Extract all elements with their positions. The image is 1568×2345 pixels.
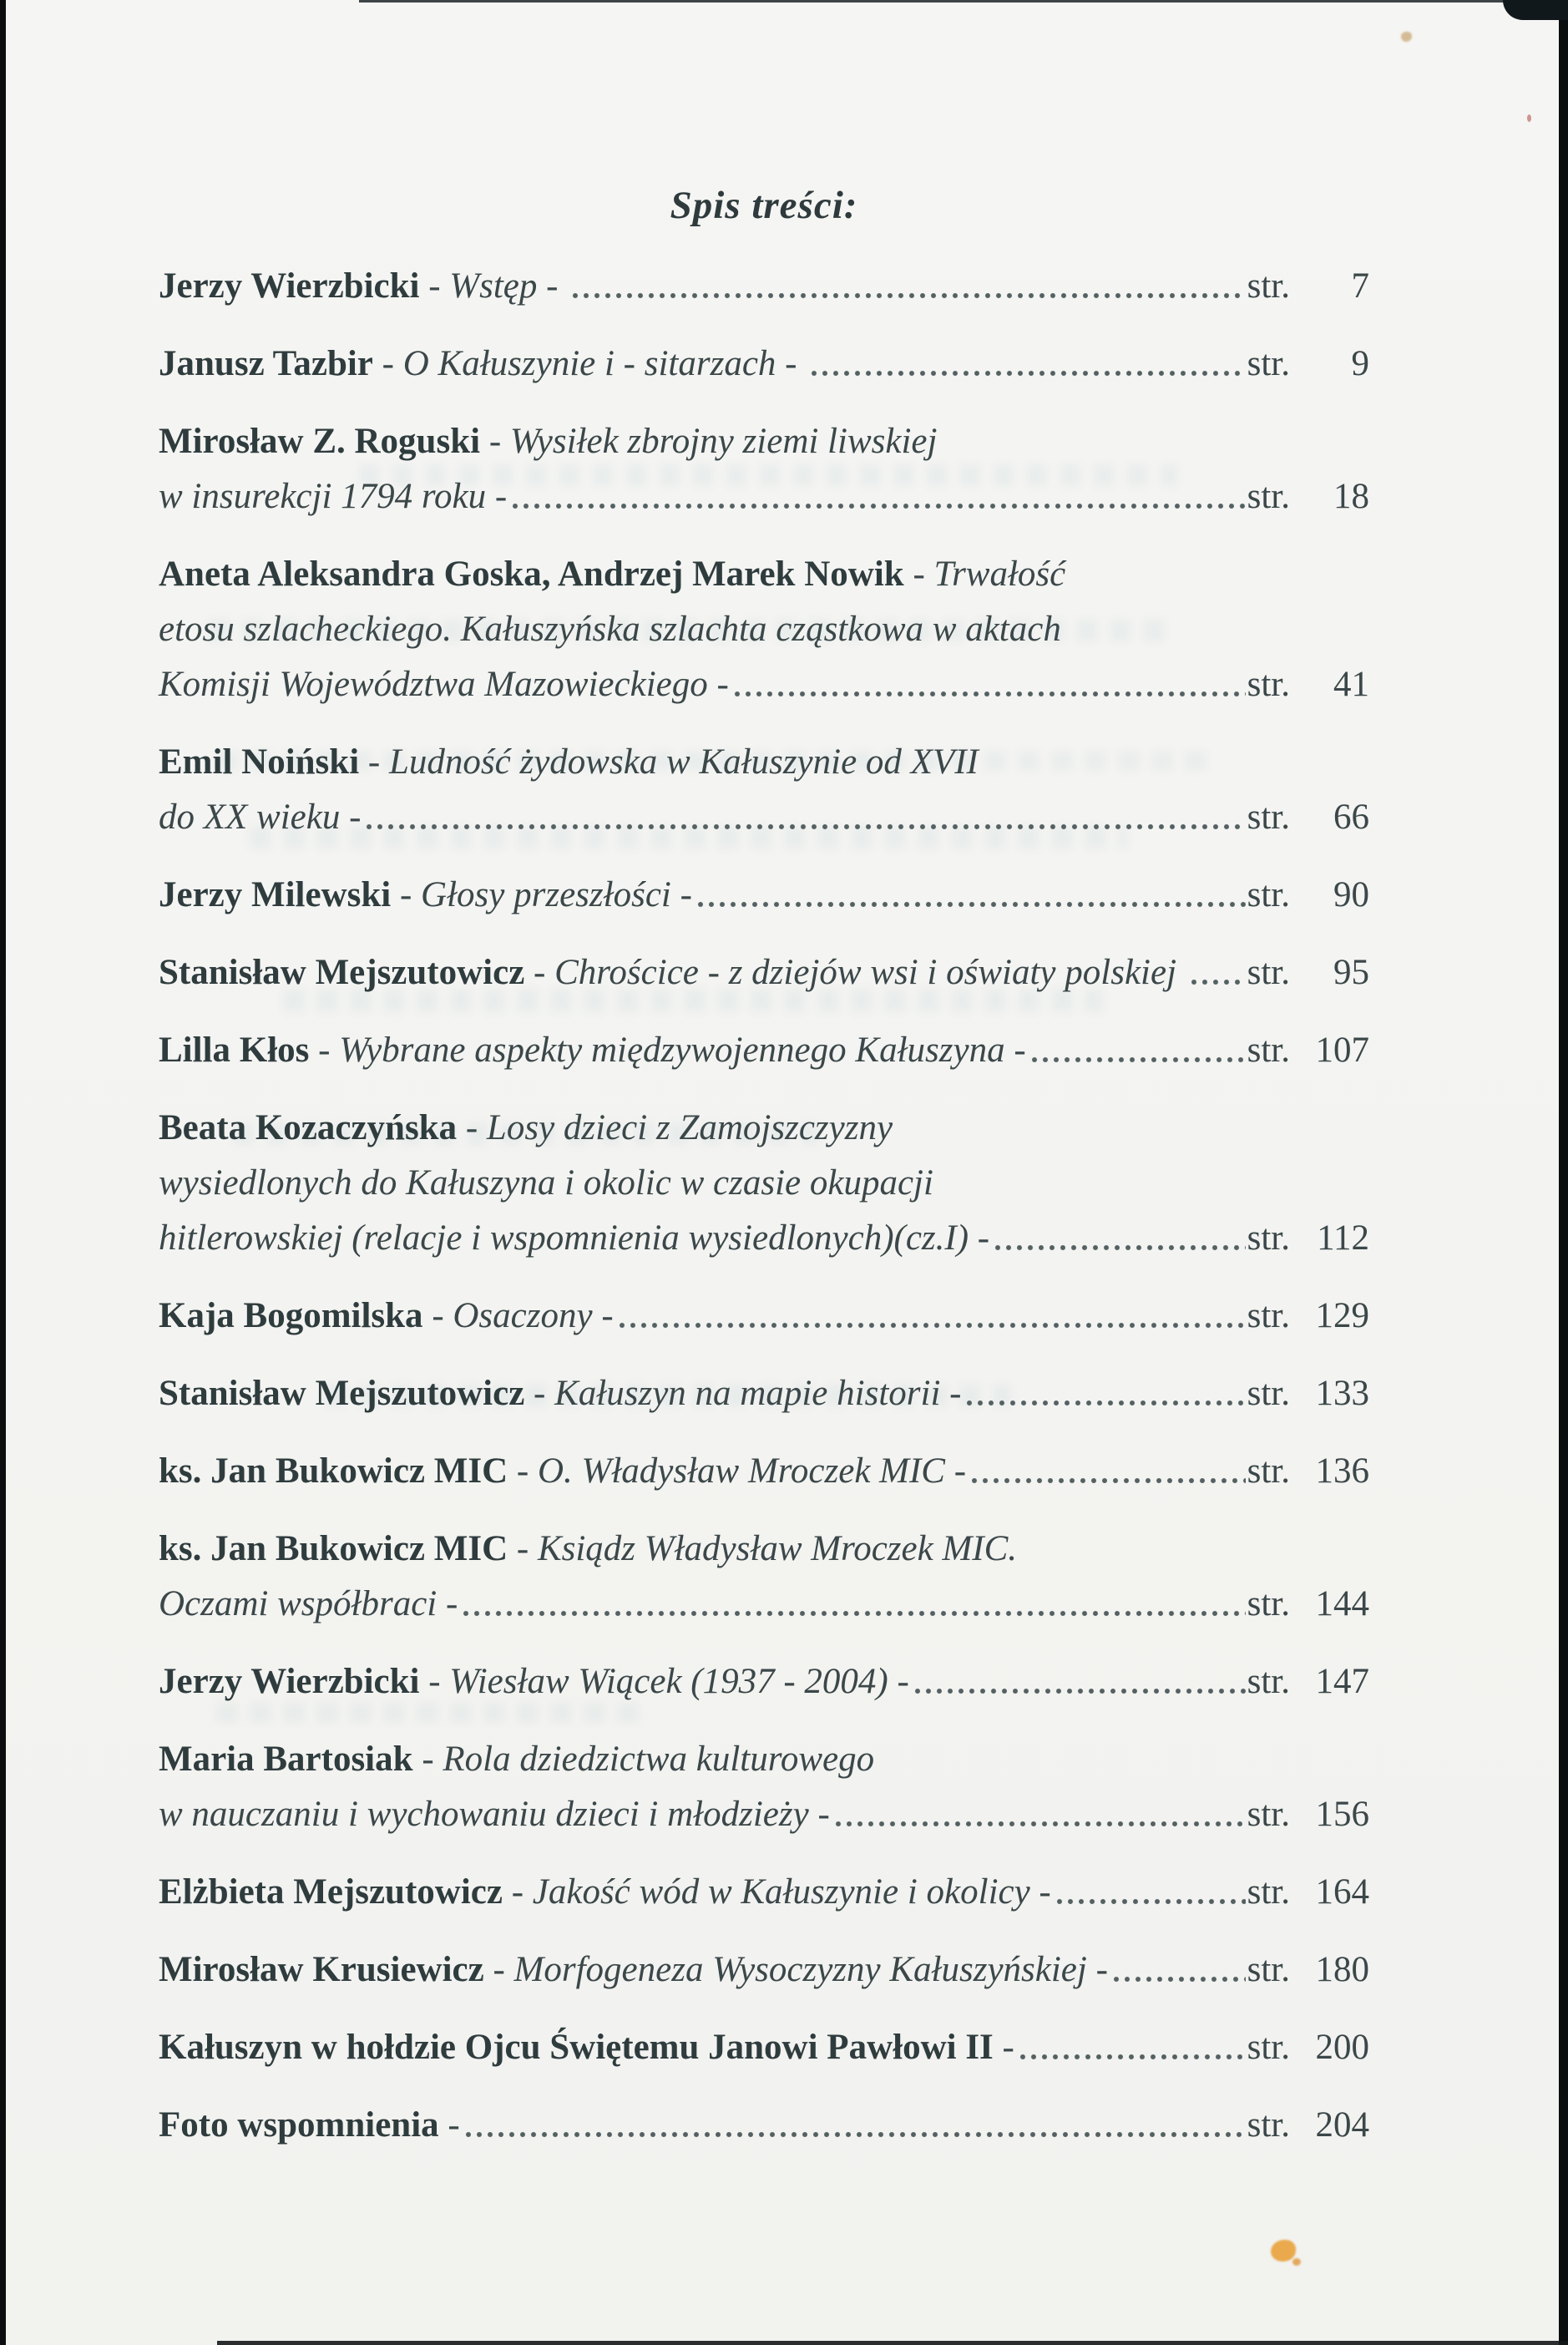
page-number: 107 <box>1315 1031 1369 1070</box>
page-label: str. <box>1247 1662 1290 1701</box>
dot-leader <box>512 501 1245 511</box>
entry-dash: - <box>993 2028 1014 2067</box>
page-number: 164 <box>1315 1872 1369 1912</box>
toc-entry <box>159 1654 1369 1709</box>
dot-leader <box>463 1608 1245 1618</box>
toc-line <box>159 1865 1369 1920</box>
page-label: str. <box>1247 1584 1290 1623</box>
toc-line <box>159 1787 1369 1842</box>
dot-leader <box>914 1686 1246 1696</box>
toc-entry <box>159 735 1369 845</box>
entry-title: - Jakość wód w Kałuszynie i okolicy - <box>502 1872 1051 1912</box>
dot-leader <box>697 899 1246 909</box>
toc-line <box>159 945 1369 1000</box>
entry-dash: - <box>438 2105 460 2145</box>
toc-line <box>159 1366 1369 1421</box>
orange-stain <box>1271 2240 1296 2261</box>
page-number: 66 <box>1333 798 1369 837</box>
entry-title: - Trwałość <box>903 555 1066 594</box>
page-label: str. <box>1247 1795 1290 1834</box>
dot-leader <box>734 689 1246 699</box>
dot-leader <box>1031 1055 1246 1065</box>
page-label: str. <box>1247 1031 1290 1070</box>
toc-line <box>159 414 1369 469</box>
page-number: 112 <box>1317 1218 1369 1258</box>
page-number: 136 <box>1315 1451 1369 1491</box>
entry-title: - Wybrane aspekty międzywojennego Kałuszyna - <box>309 1031 1026 1070</box>
dot-leader <box>811 368 1245 378</box>
toc-line <box>159 790 1369 845</box>
toc-line <box>159 1654 1369 1709</box>
page-label: str. <box>1247 344 1290 383</box>
entry-author: Jerzy Wierzbicki <box>159 266 420 306</box>
toc-entry <box>159 1942 1369 1998</box>
entry-author: Lilla Kłos <box>159 1031 310 1070</box>
toc-entry <box>159 1023 1369 1078</box>
toc-line <box>159 735 1369 790</box>
entry-author: Janusz Tazbir <box>159 344 373 383</box>
entry-author: Jerzy Wierzbicki <box>159 1662 420 1701</box>
page-label: str. <box>1247 953 1290 992</box>
page-label: str. <box>1247 875 1290 914</box>
entry-title: - Ksiądz Władysław Mroczek MIC. <box>508 1529 1018 1568</box>
dot-leader <box>1056 1897 1246 1907</box>
toc-entry <box>159 1366 1369 1421</box>
toc-entry <box>159 1865 1369 1920</box>
entry-author: ks. Jan Bukowicz MIC <box>159 1451 508 1491</box>
page-number: 18 <box>1333 477 1369 516</box>
page-number: 200 <box>1315 2028 1369 2067</box>
page-label: str. <box>1247 2028 1290 2067</box>
toc-line <box>159 337 1369 392</box>
entry-author: Mirosław Z. Roguski <box>159 422 481 461</box>
page-label: str. <box>1247 1872 1290 1912</box>
scan-edge-bottom <box>217 2341 1568 2345</box>
entry-title: - Morfogeneza Wysoczyzny Kałuszyńskiej - <box>483 1950 1108 1989</box>
page-label: str. <box>1247 1218 1290 1258</box>
page-label: str. <box>1247 665 1290 704</box>
entry-title-continuation: do XX wieku - <box>159 798 362 837</box>
toc-entry <box>159 868 1369 923</box>
entry-author: ks. Jan Bukowicz MIC <box>159 1529 508 1568</box>
page-title: Spis treści: <box>670 184 858 227</box>
dot-leader <box>619 1320 1246 1330</box>
toc-line <box>159 1732 1369 1787</box>
toc-entry <box>159 1289 1369 1344</box>
entry-author: Aneta Aleksandra Goska, Andrzej Marek Nowik <box>159 555 904 594</box>
page-label: str. <box>1247 477 1290 516</box>
page-label: str. <box>1247 1296 1290 1335</box>
toc-entry <box>159 259 1369 314</box>
entry-title: - Wysiłek zbrojny ziemi liwskiej <box>480 422 938 461</box>
toc-line <box>159 1156 1369 1211</box>
entry-title-continuation: wysiedlonych do Kałuszyna i okolic w czasie okupacji <box>159 1163 933 1203</box>
entry-author: Stanisław Mejszutowicz <box>159 953 525 992</box>
page-number: 90 <box>1333 875 1369 914</box>
toc-entry <box>159 945 1369 1000</box>
dot-leader <box>366 822 1245 832</box>
entry-author: Emil Noiński <box>159 742 360 782</box>
toc-entry <box>159 337 1369 392</box>
page-number: 41 <box>1333 665 1369 704</box>
toc-entry <box>159 1444 1369 1499</box>
dot-leader <box>835 1819 1246 1829</box>
page-number: 129 <box>1315 1296 1369 1335</box>
entry-title-continuation: w nauczaniu i wychowaniu dzieci i młodzieży - <box>159 1795 830 1834</box>
page-label: str. <box>1247 266 1290 306</box>
toc-line <box>159 657 1369 712</box>
toc-line <box>159 1942 1369 1998</box>
toc-entry <box>159 1522 1369 1632</box>
entry-author: Beata Kozaczyńska <box>159 1108 458 1147</box>
entry-author: Stanisław Mejszutowicz <box>159 1374 525 1413</box>
entry-title: - Wiesław Wiącek (1937 - 2004) - <box>419 1662 909 1701</box>
toc-line <box>159 1211 1369 1266</box>
entry-title: - Głosy przeszłości - <box>391 875 692 914</box>
page-number: 133 <box>1315 1374 1369 1413</box>
toc-line <box>159 259 1369 314</box>
entry-author: Kaja Bogomilska <box>159 1296 423 1335</box>
entry-author: Jerzy Milewski <box>159 875 392 914</box>
dot-leader <box>1019 2052 1246 2062</box>
page-label: str. <box>1247 1451 1290 1491</box>
entry-title: - Ludność żydowska w Kałuszynie od XVII <box>359 742 979 782</box>
page-number: 95 <box>1333 953 1369 992</box>
toc-entry <box>159 1101 1369 1266</box>
toc-line <box>159 547 1369 602</box>
entry-title: - O. Władysław Mroczek MIC - <box>508 1451 967 1491</box>
toc-line <box>159 1577 1369 1632</box>
dot-leader <box>1113 1974 1246 1984</box>
dot-leader <box>971 1476 1246 1486</box>
page-number: 180 <box>1315 1950 1369 1989</box>
entry-author: Maria Bartosiak <box>159 1740 413 1779</box>
toc-entry <box>159 1732 1369 1842</box>
dot-leader <box>1191 977 1246 987</box>
toc-entry <box>159 547 1369 712</box>
dot-leader <box>572 291 1245 301</box>
entry-title: - O Kałuszynie i - sitarzach - <box>372 344 807 383</box>
entry-title: - Osaczony - <box>422 1296 614 1335</box>
toc-line <box>159 1522 1369 1577</box>
page-number: 144 <box>1315 1584 1369 1623</box>
entry-title-continuation: w insurekcji 1794 roku - <box>159 477 508 516</box>
page-number: 7 <box>1351 266 1369 306</box>
dot-leader <box>966 1398 1245 1408</box>
entry-title-continuation: etosu szlacheckiego. Kałuszyńska szlachta cząstkowa w aktach <box>159 610 1061 649</box>
entry-title: - Rola dziedzictwa kulturowego <box>412 1740 875 1779</box>
page-label: str. <box>1247 2105 1290 2145</box>
toc-entry <box>159 414 1369 524</box>
page-number: 147 <box>1315 1662 1369 1701</box>
toc-line <box>159 1444 1369 1499</box>
toc-line <box>159 1023 1369 1078</box>
entry-title: - Losy dzieci z Zamojszczyzny <box>457 1108 893 1147</box>
toc-line <box>159 2020 1369 2075</box>
page-number: 156 <box>1315 1795 1369 1834</box>
page-number: 9 <box>1351 344 1369 383</box>
toc-line <box>159 1101 1369 1156</box>
entry-title: - Kałuszyn na mapie historii - <box>524 1374 962 1413</box>
page-label: str. <box>1247 1374 1290 1413</box>
page-number: 204 <box>1315 2105 1369 2145</box>
entry-title-continuation: Oczami współbraci - <box>159 1584 458 1623</box>
page-label: str. <box>1247 798 1290 837</box>
entry-title: - Chrościce - z dziejów wsi i oświaty polskiej <box>524 953 1186 992</box>
entry-author: Mirosław Krusiewicz <box>159 1950 484 1989</box>
entry-heading: Kałuszyn w hołdzie Ojcu Świętemu Janowi Pawłowi II <box>159 2028 994 2067</box>
entry-title: - Wstęp - <box>419 266 568 306</box>
toc-line <box>159 469 1369 524</box>
toc-entry <box>159 2098 1369 2153</box>
toc-line <box>159 868 1369 923</box>
entry-title-continuation: hitlerowskiej (relacje i wspomnienia wysiedlonych)(cz.I) - <box>159 1218 990 1258</box>
dot-leader <box>994 1243 1245 1253</box>
toc-entry <box>159 2020 1369 2075</box>
toc-line <box>159 2098 1369 2153</box>
dot-leader <box>465 2130 1246 2140</box>
toc-line <box>159 602 1369 657</box>
entry-heading: Foto wspomnienia <box>159 2105 439 2145</box>
entry-author: Elżbieta Mejszutowicz <box>159 1872 503 1912</box>
page-label: str. <box>1247 1950 1290 1989</box>
entry-title-continuation: Komisji Województwa Mazowieckiego - <box>159 665 729 704</box>
toc-line <box>159 1289 1369 1344</box>
